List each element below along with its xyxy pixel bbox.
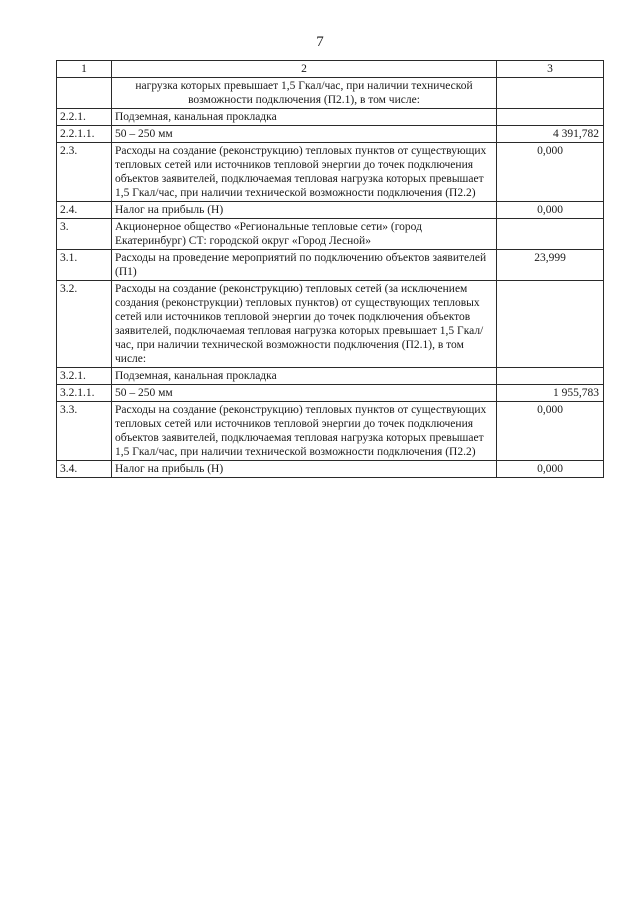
page-number: 7 [316,34,324,50]
table-row [57,109,604,126]
row-value: 0,000 [497,461,604,478]
header-row [57,61,604,78]
row-number: 3.3. [57,402,112,461]
row-description: Расходы на создание (реконструкцию) тепловых сетей (за исключением создания (реконструкции) тепловых пунктов) от существующих тепловых сетей или источников тепловой энергии до точек подключения объектов заявителей, подключаемая тепловая нагрузка которых превышает 1,5 Гкал/час, при наличии технической возможности подключения (П2.1), в том числе: [112,281,497,368]
row-description: Расходы на создание (реконструкцию) тепловых пунктов от существующих тепловых сетей или источников тепловой энергии до точек подключения объектов заявителей, подключаемая тепловая нагрузка которых превышает 1,5 Гкал/час, при наличии технической возможности подключения (П2.2) [112,143,497,202]
table-row [57,143,604,202]
row-description: нагрузка которых превышает 1,5 Гкал/час, при наличии технической возможности подключения (П2.1), в том числе: [112,78,497,109]
row-value: 0,000 [497,202,604,219]
row-number: 3.2.1.1. [57,385,112,402]
table-row [57,281,604,368]
header-col-2: 2 [112,61,497,78]
row-description: Подземная, канальная прокладка [112,109,497,126]
table-row [57,78,604,109]
row-number: 2.2.1. [57,109,112,126]
row-description: Расходы на создание (реконструкцию) тепловых пунктов от существующих тепловых сетей или источников тепловой энергии до точек подключения объектов заявителей, подключаемая тепловая нагрузка которых превышает 1,5 Гкал/час, при наличии технической возможности подключения (П2.2) [112,402,497,461]
table-row [57,461,604,478]
header-col-3: 3 [497,61,604,78]
row-number [57,78,112,109]
table-row [57,219,604,250]
row-number: 3.2. [57,281,112,368]
header-col-1: 1 [57,61,112,78]
table-row [57,250,604,281]
row-value: 0,000 [497,143,604,202]
row-description: 50 – 250 мм [112,126,497,143]
row-value: 0,000 [497,402,604,461]
row-number: 3.1. [57,250,112,281]
row-value [497,281,604,368]
row-value [497,109,604,126]
row-value: 4 391,782 [497,126,604,143]
row-description: Акционерное общество «Региональные тепловые сети» (город Екатеринбург) СТ: городской округ «Город Лесной» [112,219,497,250]
table-row [57,126,604,143]
row-description: Расходы на проведение мероприятий по подключению объектов заявителей (П1) [112,250,497,281]
row-number: 3.4. [57,461,112,478]
row-number: 2.2.1.1. [57,126,112,143]
row-number: 2.3. [57,143,112,202]
row-description: Налог на прибыль (Н) [112,202,497,219]
table-row [57,402,604,461]
row-value [497,78,604,109]
table-row [57,385,604,402]
row-description: 50 – 250 мм [112,385,497,402]
row-number: 3.2.1. [57,368,112,385]
row-value [497,219,604,250]
tariff-table [56,60,604,478]
row-number: 3. [57,219,112,250]
row-value: 23,999 [497,250,604,281]
row-description: Налог на прибыль (Н) [112,461,497,478]
table-row [57,202,604,219]
row-value: 1 955,783 [497,385,604,402]
row-number: 2.4. [57,202,112,219]
table-row [57,368,604,385]
row-description: Подземная, канальная прокладка [112,368,497,385]
row-value [497,368,604,385]
